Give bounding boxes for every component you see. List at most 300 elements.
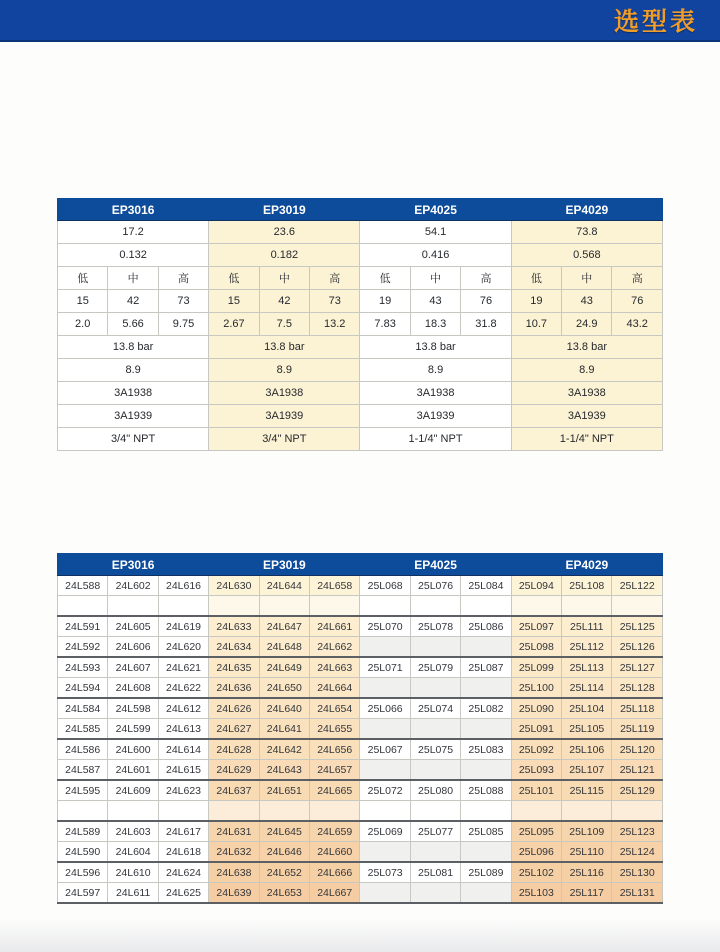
spec-cell: 18.3 [410, 313, 460, 336]
spec-cell: 低 [58, 267, 108, 290]
model-cell: 24L637 [209, 780, 259, 801]
model-cell: 24L663 [310, 657, 360, 678]
model-cell: 24L605 [108, 616, 158, 637]
spec-cell: 低 [360, 267, 410, 290]
spec-cell: 0.182 [209, 244, 360, 267]
empty-cell [108, 596, 158, 617]
spec-cell: 76 [461, 290, 511, 313]
empty-cell [410, 678, 460, 699]
model-cell: 24L606 [108, 637, 158, 658]
empty-cell [360, 801, 410, 822]
model-row [58, 883, 663, 904]
model-cell: 24L656 [310, 739, 360, 760]
model-cell: 24L613 [158, 719, 208, 740]
spec-cell: 13.8 bar [511, 336, 662, 359]
model-cell: 24L664 [310, 678, 360, 699]
spec-cell: 高 [612, 267, 663, 290]
model-cell: 24L657 [310, 760, 360, 781]
column-header-ep3019: EP3019 [209, 199, 360, 221]
empty-cell [612, 596, 663, 617]
header-row [58, 554, 663, 576]
spec-cell: 19 [360, 290, 410, 313]
model-cell: 25L078 [410, 616, 460, 637]
model-cell: 24L603 [108, 821, 158, 842]
empty-cell [511, 596, 561, 617]
model-cell: 24L643 [259, 760, 309, 781]
model-cell: 25L106 [562, 739, 612, 760]
model-cell: 24L625 [158, 883, 208, 904]
model-row [58, 657, 663, 678]
spec-cell: 3A1939 [511, 405, 662, 428]
spec-row [58, 267, 663, 290]
model-cell: 24L596 [58, 862, 108, 883]
spec-row [58, 290, 663, 313]
model-cell: 24L609 [108, 780, 158, 801]
page-title: 选型表 [613, 8, 698, 36]
column-header-ep4029: EP4029 [511, 554, 662, 576]
spec-cell: 43 [410, 290, 460, 313]
model-cell: 24L615 [158, 760, 208, 781]
empty-cell [209, 801, 259, 822]
model-cell: 24L584 [58, 698, 108, 719]
model-cell: 24L626 [209, 698, 259, 719]
spec-cell: 73.8 [511, 221, 662, 244]
empty-cell [360, 719, 410, 740]
model-cell: 24L661 [310, 616, 360, 637]
empty-cell [158, 596, 208, 617]
model-row [58, 678, 663, 699]
model-row [58, 719, 663, 740]
spec-table-body [58, 221, 663, 451]
model-cell: 24L586 [58, 739, 108, 760]
spec-table [57, 198, 663, 451]
empty-cell [461, 801, 511, 822]
model-cell: 24L624 [158, 862, 208, 883]
model-cell: 24L591 [58, 616, 108, 637]
model-cell: 24L646 [259, 842, 309, 863]
empty-cell [410, 596, 460, 617]
model-cell: 24L587 [58, 760, 108, 781]
model-cell: 25L082 [461, 698, 511, 719]
empty-cell [562, 801, 612, 822]
spec-row [58, 221, 663, 244]
model-cell: 24L634 [209, 637, 259, 658]
column-header-ep3016: EP3016 [58, 554, 209, 576]
spec-cell: 高 [310, 267, 360, 290]
model-cell: 25L083 [461, 739, 511, 760]
model-cell: 25L118 [612, 698, 663, 719]
spec-cell: 15 [209, 290, 259, 313]
spec-row [58, 405, 663, 428]
model-cell: 25L126 [612, 637, 663, 658]
model-cell: 24L610 [108, 862, 158, 883]
empty-cell [612, 801, 663, 822]
empty-cell [562, 596, 612, 617]
empty-cell [461, 883, 511, 904]
model-row [58, 821, 663, 842]
model-table-body [58, 576, 663, 904]
spec-cell: 3A1938 [360, 382, 511, 405]
spec-cell: 3A1938 [58, 382, 209, 405]
model-cell: 24L648 [259, 637, 309, 658]
empty-cell [58, 596, 108, 617]
spec-cell: 13.8 bar [360, 336, 511, 359]
empty-cell [360, 842, 410, 863]
model-row [58, 760, 663, 781]
model-cell: 24L633 [209, 616, 259, 637]
model-cell: 25L131 [612, 883, 663, 904]
model-cell: 24L614 [158, 739, 208, 760]
model-cell: 25L092 [511, 739, 561, 760]
model-cell: 25L102 [511, 862, 561, 883]
spec-row [58, 359, 663, 382]
model-cell: 25L107 [562, 760, 612, 781]
spec-cell: 2.0 [58, 313, 108, 336]
spec-cell: 42 [259, 290, 309, 313]
spec-cell: 43 [562, 290, 612, 313]
spec-cell: 2.67 [209, 313, 259, 336]
model-cell: 25L084 [461, 576, 511, 596]
model-row [58, 616, 663, 637]
model-cell: 25L081 [410, 862, 460, 883]
spec-cell: 31.8 [461, 313, 511, 336]
spec-cell: 10.7 [511, 313, 561, 336]
model-cell: 25L127 [612, 657, 663, 678]
model-cell: 24L617 [158, 821, 208, 842]
separator-row [58, 801, 663, 822]
model-cell: 24L660 [310, 842, 360, 863]
spec-cell: 低 [209, 267, 259, 290]
empty-cell [410, 883, 460, 904]
spec-cell: 8.9 [511, 359, 662, 382]
empty-cell [108, 801, 158, 822]
model-cell: 25L072 [360, 780, 410, 801]
model-cell: 24L644 [259, 576, 309, 596]
spec-cell: 3A1939 [360, 405, 511, 428]
model-cell: 24L616 [158, 576, 208, 596]
spec-cell: 42 [108, 290, 158, 313]
model-cell: 25L125 [612, 616, 663, 637]
model-cell: 24L640 [259, 698, 309, 719]
spec-cell: 13.8 bar [209, 336, 360, 359]
model-cell: 25L115 [562, 780, 612, 801]
model-row [58, 576, 663, 596]
model-cell: 25L112 [562, 637, 612, 658]
spec-cell: 76 [612, 290, 663, 313]
spec-row [58, 313, 663, 336]
model-cell: 25L094 [511, 576, 561, 596]
spec-cell: 3A1938 [209, 382, 360, 405]
empty-cell [410, 719, 460, 740]
empty-cell [461, 596, 511, 617]
spec-cell: 9.75 [158, 313, 208, 336]
model-row [58, 637, 663, 658]
empty-cell [461, 678, 511, 699]
spec-cell: 73 [158, 290, 208, 313]
spec-cell: 8.9 [209, 359, 360, 382]
model-cell: 24L599 [108, 719, 158, 740]
spec-cell: 15 [58, 290, 108, 313]
empty-cell [410, 842, 460, 863]
model-cell: 25L122 [612, 576, 663, 596]
model-cell: 24L636 [209, 678, 259, 699]
model-cell: 25L079 [410, 657, 460, 678]
model-row [58, 780, 663, 801]
model-cell: 25L113 [562, 657, 612, 678]
spec-cell: 17.2 [58, 221, 209, 244]
model-cell: 24L602 [108, 576, 158, 596]
spec-cell: 54.1 [360, 221, 511, 244]
spec-cell: 3A1939 [209, 405, 360, 428]
model-cell: 24L594 [58, 678, 108, 699]
model-cell: 24L645 [259, 821, 309, 842]
model-cell: 25L108 [562, 576, 612, 596]
model-cell: 24L620 [158, 637, 208, 658]
empty-cell [360, 883, 410, 904]
model-cell: 25L097 [511, 616, 561, 637]
model-cell: 25L073 [360, 862, 410, 883]
empty-cell [310, 596, 360, 617]
spec-cell: 13.8 bar [58, 336, 209, 359]
model-cell: 25L100 [511, 678, 561, 699]
column-header-ep4029: EP4029 [511, 199, 662, 221]
model-cell: 24L667 [310, 883, 360, 904]
model-cell: 25L105 [562, 719, 612, 740]
spec-row [58, 382, 663, 405]
model-cell: 25L071 [360, 657, 410, 678]
model-cell: 24L593 [58, 657, 108, 678]
model-cell: 25L103 [511, 883, 561, 904]
spec-cell: 8.9 [360, 359, 511, 382]
model-cell: 24L653 [259, 883, 309, 904]
model-cell: 24L647 [259, 616, 309, 637]
empty-cell [310, 801, 360, 822]
spec-cell: 低 [511, 267, 561, 290]
spec-row [58, 336, 663, 359]
empty-cell [259, 801, 309, 822]
model-cell: 25L109 [562, 821, 612, 842]
separator-row [58, 596, 663, 617]
model-cell: 24L607 [108, 657, 158, 678]
column-header-ep4025: EP4025 [360, 554, 511, 576]
spec-cell: 中 [108, 267, 158, 290]
model-cell: 24L621 [158, 657, 208, 678]
model-cell: 25L116 [562, 862, 612, 883]
model-cell: 25L098 [511, 637, 561, 658]
spec-cell: 3A1938 [511, 382, 662, 405]
model-cell: 25L123 [612, 821, 663, 842]
model-cell: 25L104 [562, 698, 612, 719]
spec-cell: 8.9 [58, 359, 209, 382]
model-cell: 24L604 [108, 842, 158, 863]
empty-cell [410, 760, 460, 781]
model-cell: 25L099 [511, 657, 561, 678]
model-cell: 24L597 [58, 883, 108, 904]
model-cell: 25L067 [360, 739, 410, 760]
column-header-ep3019: EP3019 [209, 554, 360, 576]
spec-cell: 0.568 [511, 244, 662, 267]
model-cell: 25L086 [461, 616, 511, 637]
model-cell: 24L665 [310, 780, 360, 801]
model-cell: 25L096 [511, 842, 561, 863]
spec-table-header [58, 199, 663, 221]
model-cell: 24L590 [58, 842, 108, 863]
model-cell: 25L075 [410, 739, 460, 760]
model-cell: 25L110 [562, 842, 612, 863]
spec-cell: 19 [511, 290, 561, 313]
spec-cell: 73 [310, 290, 360, 313]
page-banner [0, 0, 720, 42]
model-cell: 24L619 [158, 616, 208, 637]
empty-cell [58, 801, 108, 822]
column-header-ep4025: EP4025 [360, 199, 511, 221]
model-cell: 25L089 [461, 862, 511, 883]
empty-cell [158, 801, 208, 822]
spec-cell: 0.416 [360, 244, 511, 267]
model-cell: 24L601 [108, 760, 158, 781]
model-cell: 25L080 [410, 780, 460, 801]
spec-cell: 中 [562, 267, 612, 290]
model-cell: 24L630 [209, 576, 259, 596]
model-cell: 25L077 [410, 821, 460, 842]
model-cell: 24L632 [209, 842, 259, 863]
empty-cell [360, 760, 410, 781]
model-row [58, 698, 663, 719]
model-cell: 24L611 [108, 883, 158, 904]
model-cell: 24L658 [310, 576, 360, 596]
model-cell: 24L654 [310, 698, 360, 719]
model-cell: 25L101 [511, 780, 561, 801]
empty-cell [410, 801, 460, 822]
spec-cell: 5.66 [108, 313, 158, 336]
spec-cell: 1-1/4" NPT [360, 428, 511, 451]
model-cell: 24L608 [108, 678, 158, 699]
model-cell: 24L612 [158, 698, 208, 719]
model-cell: 24L622 [158, 678, 208, 699]
spec-cell: 7.83 [360, 313, 410, 336]
column-header-ep3016: EP3016 [58, 199, 209, 221]
model-cell: 25L093 [511, 760, 561, 781]
spec-row [58, 244, 663, 267]
model-cell: 25L087 [461, 657, 511, 678]
model-cell: 25L085 [461, 821, 511, 842]
model-cell: 25L114 [562, 678, 612, 699]
model-cell: 24L655 [310, 719, 360, 740]
model-cell: 25L124 [612, 842, 663, 863]
model-cell: 24L651 [259, 780, 309, 801]
model-cell: 25L121 [612, 760, 663, 781]
empty-cell [461, 637, 511, 658]
spec-cell: 3A1939 [58, 405, 209, 428]
model-cell: 24L589 [58, 821, 108, 842]
spec-cell: 高 [461, 267, 511, 290]
spec-cell: 43.2 [612, 313, 663, 336]
model-cell: 25L119 [612, 719, 663, 740]
model-cell: 24L666 [310, 862, 360, 883]
model-cell: 25L128 [612, 678, 663, 699]
model-cell: 25L069 [360, 821, 410, 842]
model-cell: 25L111 [562, 616, 612, 637]
empty-cell [461, 760, 511, 781]
spec-cell: 7.5 [259, 313, 309, 336]
model-cell: 25L090 [511, 698, 561, 719]
empty-cell [360, 678, 410, 699]
model-cell: 25L117 [562, 883, 612, 904]
spec-cell: 0.132 [58, 244, 209, 267]
model-cell: 25L066 [360, 698, 410, 719]
model-cell: 24L600 [108, 739, 158, 760]
model-cell: 25L129 [612, 780, 663, 801]
model-cell: 24L618 [158, 842, 208, 863]
model-cell: 24L642 [259, 739, 309, 760]
model-cell: 24L628 [209, 739, 259, 760]
empty-cell [461, 842, 511, 863]
model-cell: 24L662 [310, 637, 360, 658]
spec-cell: 中 [259, 267, 309, 290]
spec-cell: 3/4" NPT [58, 428, 209, 451]
spec-cell: 13.2 [310, 313, 360, 336]
model-cell: 25L130 [612, 862, 663, 883]
model-cell: 24L627 [209, 719, 259, 740]
model-table-header [58, 554, 663, 576]
spec-cell: 中 [410, 267, 460, 290]
model-cell: 24L639 [209, 883, 259, 904]
model-row [58, 842, 663, 863]
model-cell: 24L595 [58, 780, 108, 801]
model-row [58, 739, 663, 760]
spec-cell: 3/4" NPT [209, 428, 360, 451]
model-cell: 24L592 [58, 637, 108, 658]
model-cell: 24L650 [259, 678, 309, 699]
empty-cell [209, 596, 259, 617]
model-cell: 24L652 [259, 862, 309, 883]
model-table [57, 553, 663, 904]
empty-cell [259, 596, 309, 617]
model-cell: 24L649 [259, 657, 309, 678]
model-row [58, 862, 663, 883]
model-cell: 24L638 [209, 862, 259, 883]
spec-cell: 高 [158, 267, 208, 290]
empty-cell [461, 719, 511, 740]
model-cell: 25L068 [360, 576, 410, 596]
model-cell: 24L641 [259, 719, 309, 740]
empty-cell [511, 801, 561, 822]
model-cell: 24L659 [310, 821, 360, 842]
model-cell: 24L623 [158, 780, 208, 801]
header-row [58, 199, 663, 221]
model-cell: 25L091 [511, 719, 561, 740]
model-cell: 25L076 [410, 576, 460, 596]
model-cell: 25L095 [511, 821, 561, 842]
model-cell: 25L120 [612, 739, 663, 760]
model-cell: 24L629 [209, 760, 259, 781]
empty-cell [360, 596, 410, 617]
model-cell: 25L088 [461, 780, 511, 801]
model-cell: 25L070 [360, 616, 410, 637]
model-cell: 24L631 [209, 821, 259, 842]
spec-cell: 1-1/4" NPT [511, 428, 662, 451]
model-cell: 24L588 [58, 576, 108, 596]
model-cell: 25L074 [410, 698, 460, 719]
spec-cell: 24.9 [562, 313, 612, 336]
model-cell: 24L585 [58, 719, 108, 740]
model-cell: 24L635 [209, 657, 259, 678]
spec-row [58, 428, 663, 451]
model-cell: 24L598 [108, 698, 158, 719]
empty-cell [410, 637, 460, 658]
spec-cell: 23.6 [209, 221, 360, 244]
empty-cell [360, 637, 410, 658]
